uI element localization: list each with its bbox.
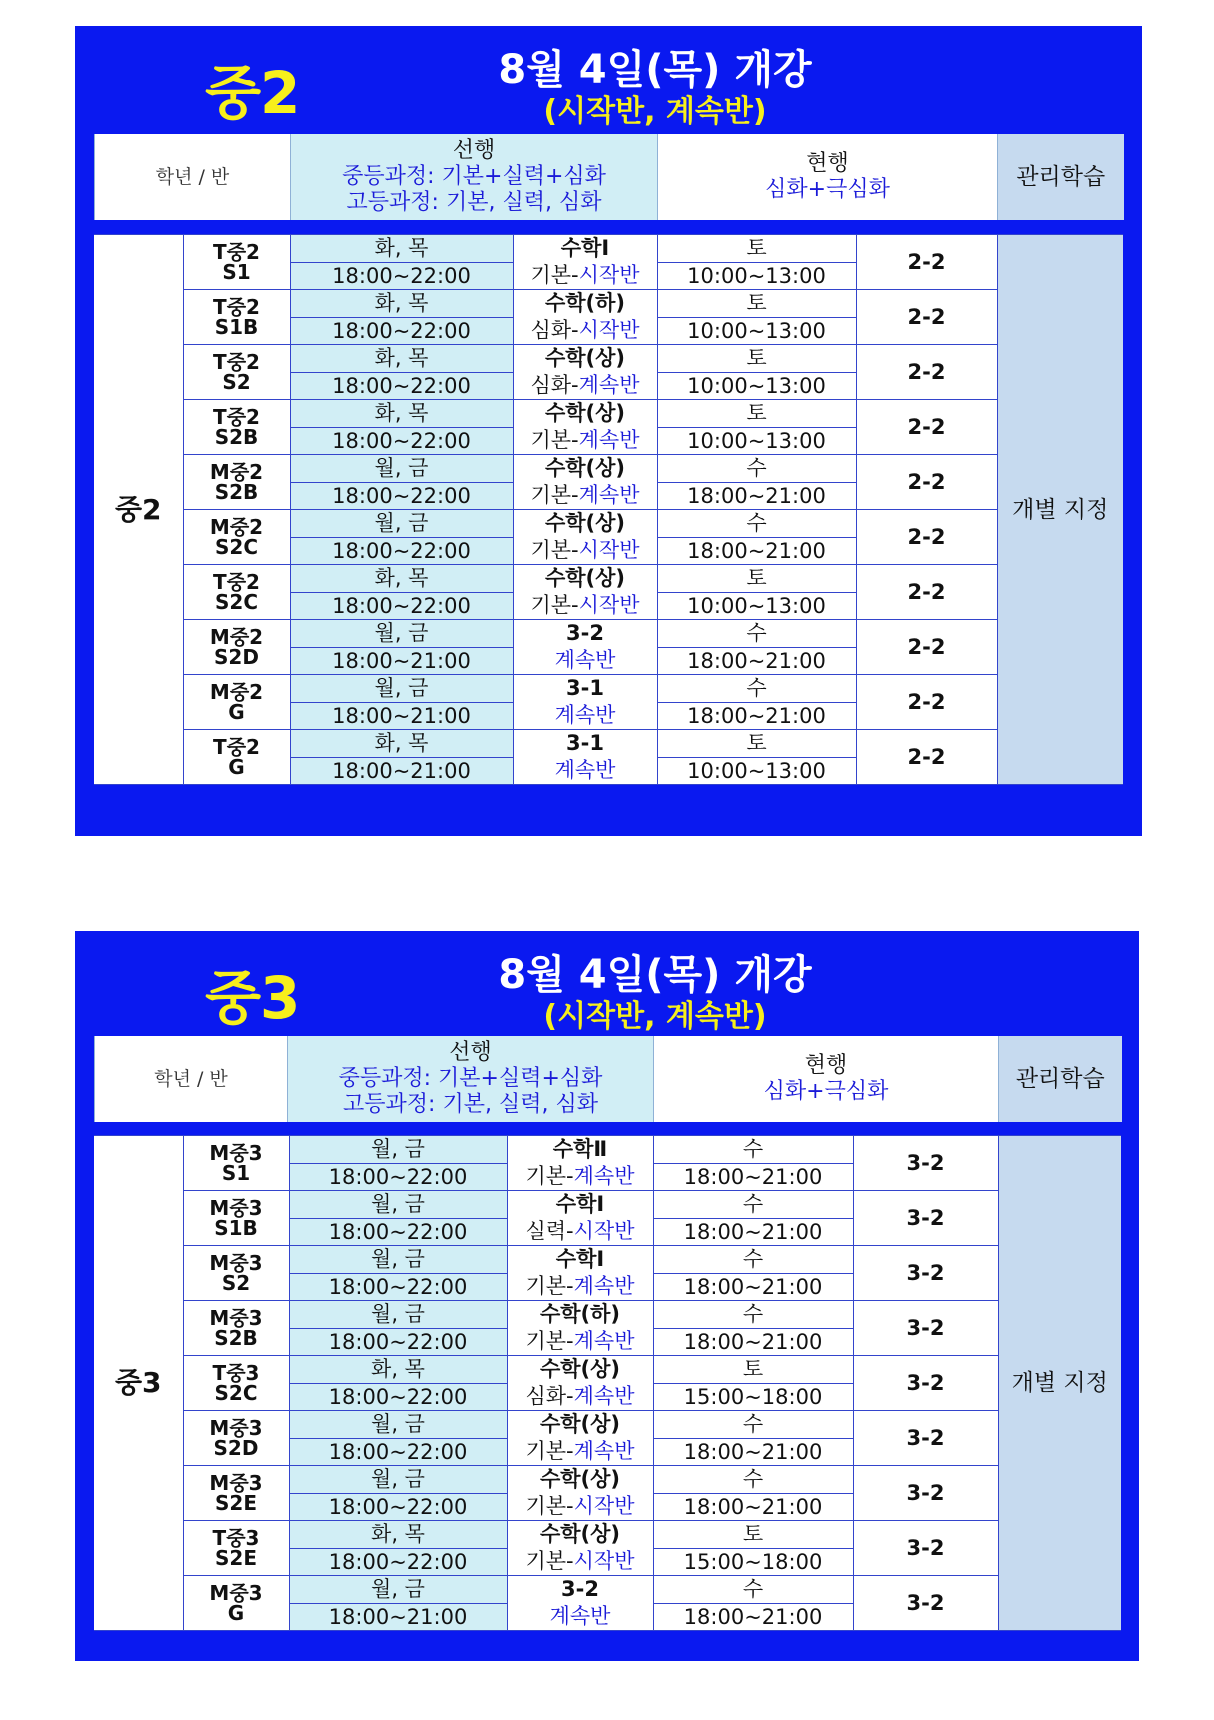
class-name-line2: S1 bbox=[222, 260, 251, 284]
advance-time: 18:00~22:00 bbox=[289, 1383, 507, 1411]
current-time: 18:00~21:00 bbox=[653, 1163, 853, 1191]
class-name-line1: T중2 bbox=[213, 735, 260, 759]
current-time: 10:00~13:00 bbox=[657, 372, 856, 400]
class-name-line1: M중3 bbox=[209, 1251, 263, 1275]
current-day: 수 bbox=[657, 455, 856, 483]
current-day: 수 bbox=[653, 1576, 853, 1604]
table-row bbox=[94, 675, 1123, 703]
course-level-prefix: 심화- bbox=[530, 318, 579, 342]
course-level-prefix: 기본- bbox=[525, 1494, 574, 1518]
class-name bbox=[183, 1576, 289, 1631]
current-day: 토 bbox=[657, 565, 856, 593]
current-level: 3-2 bbox=[853, 1246, 998, 1301]
advance-time: 18:00~22:00 bbox=[290, 372, 513, 400]
advance-course bbox=[513, 510, 657, 565]
current-time: 18:00~21:00 bbox=[657, 482, 856, 510]
course-type: 시작반 bbox=[578, 593, 640, 617]
course-level bbox=[508, 1548, 653, 1575]
header-advance-high: 고등과정: 기본, 실력, 심화 bbox=[343, 1092, 598, 1117]
class-name-line1: T중3 bbox=[212, 1361, 260, 1385]
current-level: 3-2 bbox=[853, 1466, 998, 1521]
class-name-line1: M중2 bbox=[209, 515, 264, 539]
course-name: 수학(상) bbox=[539, 1357, 621, 1381]
current-time: 10:00~13:00 bbox=[657, 262, 856, 290]
current-level: 2-2 bbox=[856, 345, 997, 400]
class-name-line1: M중3 bbox=[209, 1581, 263, 1605]
header-current bbox=[654, 1036, 999, 1122]
current-level: 2-2 bbox=[856, 290, 997, 345]
class-name-line2: S2C bbox=[215, 535, 258, 559]
current-level: 2-2 bbox=[856, 730, 997, 785]
course-level bbox=[514, 647, 657, 674]
course-type: 시작반 bbox=[573, 1219, 635, 1243]
section-banner bbox=[75, 931, 1139, 1039]
header-current-title: 현행 bbox=[806, 151, 849, 176]
schedule-panel-grade2 bbox=[75, 26, 1142, 836]
table-row bbox=[94, 235, 1123, 263]
class-name bbox=[183, 290, 290, 345]
advance-time: 18:00~22:00 bbox=[289, 1328, 507, 1356]
course-name: 수학Ⅱ bbox=[552, 1137, 608, 1161]
header-current bbox=[658, 134, 998, 220]
class-name bbox=[183, 1301, 289, 1356]
current-level: 3-2 bbox=[853, 1576, 998, 1631]
class-name-line2: G bbox=[228, 755, 245, 779]
header-management: 관리학습 bbox=[999, 1036, 1122, 1122]
class-name-line2: S2C bbox=[214, 1381, 258, 1405]
current-day: 토 bbox=[657, 400, 856, 428]
course-level-prefix: 기본- bbox=[525, 1439, 574, 1463]
opening-date-title: 8월 4일(목) 개강 bbox=[498, 952, 812, 998]
course-name: 3-1 bbox=[566, 731, 604, 755]
advance-course bbox=[507, 1191, 653, 1246]
advance-days: 월, 금 bbox=[289, 1576, 507, 1604]
advance-days: 화, 목 bbox=[290, 345, 513, 373]
advance-time: 18:00~22:00 bbox=[289, 1548, 507, 1576]
course-type: 계속반 bbox=[573, 1439, 635, 1463]
class-name-line1: M중2 bbox=[209, 680, 264, 704]
table-row bbox=[94, 1246, 1121, 1274]
course-type: 계속반 bbox=[573, 1274, 635, 1298]
current-time: 15:00~18:00 bbox=[653, 1383, 853, 1411]
advance-time: 18:00~22:00 bbox=[290, 482, 513, 510]
advance-course bbox=[513, 730, 657, 785]
course-name: 수학(상) bbox=[544, 346, 626, 370]
advance-time: 18:00~21:00 bbox=[290, 702, 513, 730]
advance-course bbox=[507, 1466, 653, 1521]
grade-title: 중3 bbox=[205, 964, 300, 1032]
course-level bbox=[508, 1273, 653, 1300]
advance-course bbox=[507, 1246, 653, 1301]
advance-course bbox=[507, 1411, 653, 1466]
current-day: 수 bbox=[657, 675, 856, 703]
advance-course bbox=[507, 1301, 653, 1356]
class-name bbox=[183, 1521, 289, 1576]
course-level bbox=[508, 1493, 653, 1520]
current-level: 3-2 bbox=[853, 1356, 998, 1411]
advance-course bbox=[507, 1136, 653, 1191]
course-name: 수학(하) bbox=[544, 291, 626, 315]
advance-days: 화, 목 bbox=[289, 1356, 507, 1384]
class-name bbox=[183, 1136, 289, 1191]
course-type: 계속반 bbox=[578, 373, 640, 397]
course-level bbox=[514, 427, 657, 454]
table-row bbox=[94, 1466, 1121, 1494]
course-level-prefix: 기본- bbox=[530, 538, 579, 562]
current-time: 18:00~21:00 bbox=[653, 1603, 853, 1631]
current-time: 15:00~18:00 bbox=[653, 1548, 853, 1576]
schedule-table bbox=[94, 1135, 1121, 1631]
class-name-line1: T중2 bbox=[213, 240, 260, 264]
table-row bbox=[94, 455, 1123, 483]
header-advance-middle: 중등과정: 기본+실력+심화 bbox=[338, 1066, 603, 1091]
advance-days: 화, 목 bbox=[290, 235, 513, 263]
advance-time: 18:00~21:00 bbox=[290, 757, 513, 785]
course-name: 수학Ⅰ bbox=[555, 1247, 605, 1271]
advance-time: 18:00~21:00 bbox=[290, 647, 513, 675]
current-day: 토 bbox=[653, 1356, 853, 1384]
header-advance bbox=[288, 1036, 654, 1122]
section-banner bbox=[75, 26, 1142, 134]
header-grade-class: 학년 / 반 bbox=[95, 1036, 288, 1122]
advance-time: 18:00~22:00 bbox=[289, 1218, 507, 1246]
course-name: 수학(상) bbox=[539, 1522, 621, 1546]
course-level bbox=[508, 1438, 653, 1465]
class-name-line1: T중2 bbox=[213, 570, 260, 594]
current-level: 2-2 bbox=[856, 455, 997, 510]
course-level bbox=[514, 317, 657, 344]
table-row bbox=[94, 1521, 1121, 1549]
table-row bbox=[94, 730, 1123, 758]
advance-time: 18:00~22:00 bbox=[289, 1273, 507, 1301]
advance-course bbox=[513, 675, 657, 730]
schedule-table bbox=[94, 234, 1123, 785]
class-name-line1: M중3 bbox=[209, 1471, 263, 1495]
class-name-line1: T중3 bbox=[212, 1526, 260, 1550]
course-type: 시작반 bbox=[578, 538, 640, 562]
advance-days: 월, 금 bbox=[289, 1191, 507, 1219]
current-level: 2-2 bbox=[856, 565, 997, 620]
class-name-line2: S2E bbox=[215, 1546, 257, 1570]
course-name: 수학(상) bbox=[539, 1412, 621, 1436]
current-day: 수 bbox=[657, 510, 856, 538]
advance-days: 화, 목 bbox=[290, 730, 513, 758]
header-table bbox=[94, 134, 1124, 220]
current-time: 18:00~21:00 bbox=[653, 1273, 853, 1301]
class-name-line1: M중3 bbox=[209, 1196, 263, 1220]
current-day: 토 bbox=[657, 290, 856, 318]
opening-subtitle: (시작반, 계속반) bbox=[543, 999, 767, 1034]
header-advance-high: 고등과정: 기본, 실력, 심화 bbox=[346, 190, 602, 215]
class-name-line2: S2B bbox=[214, 425, 259, 449]
course-level bbox=[508, 1218, 653, 1245]
table-row bbox=[94, 1136, 1121, 1164]
course-type: 시작반 bbox=[573, 1549, 635, 1573]
course-level bbox=[508, 1603, 653, 1630]
advance-days: 화, 목 bbox=[290, 290, 513, 318]
schedule-panel-grade3 bbox=[75, 931, 1139, 1661]
table-row bbox=[94, 345, 1123, 373]
advance-course bbox=[513, 400, 657, 455]
class-name bbox=[183, 1191, 289, 1246]
class-name-line1: T중2 bbox=[213, 350, 260, 374]
course-level bbox=[508, 1383, 653, 1410]
table-row bbox=[94, 620, 1123, 648]
course-level-prefix: 기본- bbox=[525, 1329, 574, 1353]
current-day: 토 bbox=[657, 235, 856, 263]
advance-time: 18:00~22:00 bbox=[290, 427, 513, 455]
current-time: 10:00~13:00 bbox=[657, 317, 856, 345]
advance-course bbox=[513, 345, 657, 400]
course-level bbox=[514, 702, 657, 729]
course-type: 계속반 bbox=[554, 758, 616, 782]
advance-days: 월, 금 bbox=[290, 675, 513, 703]
class-name-line2: S2D bbox=[214, 645, 259, 669]
course-level bbox=[508, 1328, 653, 1355]
course-level bbox=[514, 372, 657, 399]
header-table bbox=[94, 1036, 1122, 1122]
current-time: 18:00~21:00 bbox=[657, 702, 856, 730]
class-name-line1: M중3 bbox=[209, 1416, 263, 1440]
advance-time: 18:00~22:00 bbox=[289, 1163, 507, 1191]
current-day: 토 bbox=[653, 1521, 853, 1549]
current-time: 18:00~21:00 bbox=[653, 1438, 853, 1466]
current-day: 수 bbox=[653, 1246, 853, 1274]
course-type: 계속반 bbox=[573, 1164, 635, 1188]
advance-course bbox=[513, 290, 657, 345]
course-type: 계속반 bbox=[554, 648, 616, 672]
advance-course bbox=[513, 455, 657, 510]
advance-time: 18:00~22:00 bbox=[290, 592, 513, 620]
management-value: 개별 지정 bbox=[998, 1136, 1121, 1631]
class-name bbox=[183, 730, 290, 785]
current-time: 18:00~21:00 bbox=[657, 537, 856, 565]
course-level-prefix: 심화- bbox=[530, 373, 579, 397]
current-level: 2-2 bbox=[856, 675, 997, 730]
grade-label: 중2 bbox=[94, 235, 183, 785]
course-type: 계속반 bbox=[549, 1604, 611, 1628]
advance-time: 18:00~22:00 bbox=[289, 1438, 507, 1466]
advance-days: 화, 목 bbox=[289, 1521, 507, 1549]
current-time: 18:00~21:00 bbox=[653, 1493, 853, 1521]
current-level: 2-2 bbox=[856, 235, 997, 290]
course-level-prefix: 실력- bbox=[525, 1219, 574, 1243]
advance-days: 화, 목 bbox=[290, 400, 513, 428]
class-name bbox=[183, 565, 290, 620]
header-advance bbox=[291, 134, 658, 220]
course-level bbox=[514, 482, 657, 509]
current-day: 수 bbox=[653, 1191, 853, 1219]
advance-course bbox=[507, 1356, 653, 1411]
class-name-line1: M중3 bbox=[209, 1306, 263, 1330]
course-type: 계속반 bbox=[554, 703, 616, 727]
class-name bbox=[183, 1466, 289, 1521]
opening-date-title: 8월 4일(목) 개강 bbox=[498, 47, 812, 93]
class-name-line2: S2E bbox=[215, 1491, 257, 1515]
class-name-line1: M중2 bbox=[209, 625, 264, 649]
table-row bbox=[94, 565, 1123, 593]
course-level bbox=[514, 537, 657, 564]
advance-days: 월, 금 bbox=[289, 1136, 507, 1164]
class-name bbox=[183, 1411, 289, 1466]
class-name-line2: S1B bbox=[214, 315, 259, 339]
class-name-line1: M중3 bbox=[209, 1141, 263, 1165]
advance-days: 월, 금 bbox=[289, 1301, 507, 1329]
current-level: 3-2 bbox=[853, 1136, 998, 1191]
course-level-prefix: 기본- bbox=[530, 428, 579, 452]
class-name-line2: S2B bbox=[214, 480, 259, 504]
class-name bbox=[183, 345, 290, 400]
advance-days: 화, 목 bbox=[290, 565, 513, 593]
current-day: 수 bbox=[653, 1466, 853, 1494]
course-level bbox=[514, 262, 657, 289]
current-day: 토 bbox=[657, 345, 856, 373]
advance-time: 18:00~22:00 bbox=[290, 262, 513, 290]
course-type: 계속반 bbox=[578, 428, 640, 452]
course-level-prefix: 심화- bbox=[525, 1384, 574, 1408]
advance-course bbox=[507, 1576, 653, 1631]
class-name-line2: G bbox=[227, 1601, 245, 1625]
table-row bbox=[94, 400, 1123, 428]
advance-course bbox=[507, 1521, 653, 1576]
course-name: 수학(상) bbox=[544, 566, 626, 590]
course-level bbox=[514, 757, 657, 784]
class-name bbox=[183, 620, 290, 675]
class-name bbox=[183, 455, 290, 510]
opening-subtitle: (시작반, 계속반) bbox=[543, 94, 767, 129]
current-time: 10:00~13:00 bbox=[657, 757, 856, 785]
class-name-line2: S2 bbox=[221, 1271, 251, 1295]
current-time: 18:00~21:00 bbox=[653, 1218, 853, 1246]
class-name-line1: M중2 bbox=[209, 460, 264, 484]
course-level bbox=[508, 1163, 653, 1190]
course-level bbox=[514, 592, 657, 619]
advance-days: 월, 금 bbox=[290, 620, 513, 648]
course-name: 수학(하) bbox=[539, 1302, 621, 1326]
course-type: 시작반 bbox=[573, 1494, 635, 1518]
course-level-prefix: 기본- bbox=[525, 1274, 574, 1298]
grade-label: 중3 bbox=[94, 1136, 183, 1631]
class-name-line2: S1B bbox=[214, 1216, 258, 1240]
advance-course bbox=[513, 235, 657, 290]
current-level: 3-2 bbox=[853, 1521, 998, 1576]
advance-days: 월, 금 bbox=[289, 1466, 507, 1494]
advance-course bbox=[513, 620, 657, 675]
table-row bbox=[94, 290, 1123, 318]
class-name-line2: S1 bbox=[221, 1161, 251, 1185]
header-current-title: 현행 bbox=[804, 1053, 848, 1078]
class-name bbox=[183, 400, 290, 455]
table-row bbox=[94, 510, 1123, 538]
current-level: 2-2 bbox=[856, 620, 997, 675]
course-type: 시작반 bbox=[578, 263, 640, 287]
current-day: 수 bbox=[657, 620, 856, 648]
course-name: 수학Ⅰ bbox=[555, 1192, 605, 1216]
class-name bbox=[183, 675, 290, 730]
class-name bbox=[183, 1356, 289, 1411]
course-type: 계속반 bbox=[573, 1384, 635, 1408]
course-level-prefix: 기본- bbox=[530, 483, 579, 507]
course-name: 3-2 bbox=[561, 1577, 599, 1601]
class-name-line2: S2 bbox=[222, 370, 251, 394]
advance-time: 18:00~22:00 bbox=[290, 537, 513, 565]
course-type: 시작반 bbox=[578, 318, 640, 342]
current-day: 토 bbox=[657, 730, 856, 758]
class-name bbox=[183, 1246, 289, 1301]
header-current-line: 심화+극심화 bbox=[763, 1079, 889, 1104]
current-day: 수 bbox=[653, 1411, 853, 1439]
table-row bbox=[94, 1411, 1121, 1439]
course-level-prefix: 기본- bbox=[530, 263, 579, 287]
course-level-prefix: 기본- bbox=[530, 593, 579, 617]
header-advance-title: 선행 bbox=[449, 1040, 492, 1065]
course-name: 수학(상) bbox=[539, 1467, 621, 1491]
header-grade-class: 학년 / 반 bbox=[95, 134, 291, 220]
class-name-line2: S2B bbox=[214, 1326, 258, 1350]
header-advance-title: 선행 bbox=[452, 138, 496, 163]
current-time: 18:00~21:00 bbox=[657, 647, 856, 675]
advance-time: 18:00~21:00 bbox=[289, 1603, 507, 1631]
class-name bbox=[183, 235, 290, 290]
advance-time: 18:00~22:00 bbox=[290, 317, 513, 345]
course-type: 계속반 bbox=[578, 483, 640, 507]
current-day: 수 bbox=[653, 1301, 853, 1329]
course-level-prefix: 기본- bbox=[525, 1164, 574, 1188]
current-time: 18:00~21:00 bbox=[653, 1328, 853, 1356]
current-level: 3-2 bbox=[853, 1191, 998, 1246]
table-row bbox=[94, 1356, 1121, 1384]
course-name: 수학Ⅰ bbox=[560, 236, 610, 260]
course-name: 수학(상) bbox=[544, 511, 626, 535]
course-name: 3-1 bbox=[566, 676, 604, 700]
current-day: 수 bbox=[653, 1136, 853, 1164]
advance-days: 월, 금 bbox=[289, 1411, 507, 1439]
current-level: 3-2 bbox=[853, 1411, 998, 1466]
advance-days: 월, 금 bbox=[289, 1246, 507, 1274]
course-level-prefix: 기본- bbox=[525, 1549, 574, 1573]
current-level: 2-2 bbox=[856, 510, 997, 565]
management-value: 개별 지정 bbox=[997, 235, 1123, 785]
header-current-line: 심화+극심화 bbox=[765, 177, 890, 202]
course-name: 3-2 bbox=[566, 621, 604, 645]
advance-days: 월, 금 bbox=[290, 455, 513, 483]
grade-title: 중2 bbox=[205, 59, 300, 127]
class-name-line2: S2C bbox=[215, 590, 258, 614]
table-row bbox=[94, 1301, 1121, 1329]
current-level: 3-2 bbox=[853, 1301, 998, 1356]
table-row bbox=[94, 1191, 1121, 1219]
class-name-line2: G bbox=[228, 700, 245, 724]
class-name-line2: S2D bbox=[213, 1436, 259, 1460]
course-type: 계속반 bbox=[573, 1329, 635, 1353]
header-management: 관리학습 bbox=[998, 134, 1124, 220]
current-time: 10:00~13:00 bbox=[657, 592, 856, 620]
advance-days: 월, 금 bbox=[290, 510, 513, 538]
current-time: 10:00~13:00 bbox=[657, 427, 856, 455]
course-name: 수학(상) bbox=[544, 401, 626, 425]
course-name: 수학(상) bbox=[544, 456, 626, 480]
current-level: 2-2 bbox=[856, 400, 997, 455]
table-row bbox=[94, 1576, 1121, 1604]
advance-time: 18:00~22:00 bbox=[289, 1493, 507, 1521]
header-advance-middle: 중등과정: 기본+실력+심화 bbox=[342, 164, 606, 189]
class-name-line1: T중2 bbox=[213, 295, 260, 319]
class-name bbox=[183, 510, 290, 565]
advance-course bbox=[513, 565, 657, 620]
class-name-line1: T중2 bbox=[213, 405, 260, 429]
